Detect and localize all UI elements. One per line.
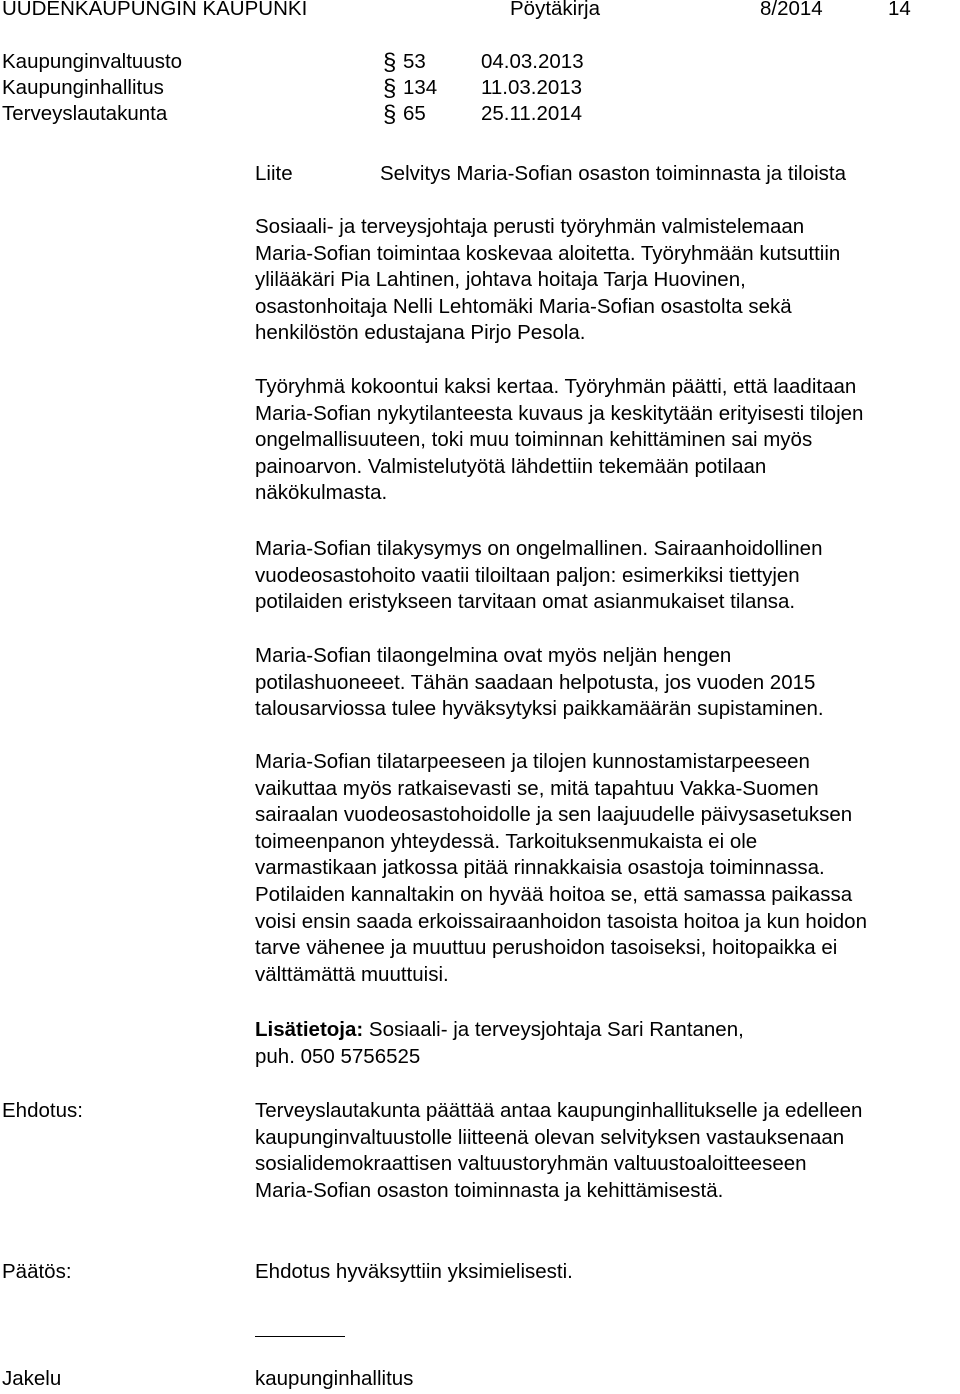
contact-person: Sosiaali- ja terveysjohtaja Sari Rantanen, [363, 1018, 744, 1041]
contact-info [255, 1017, 955, 1070]
page-number: 14 [888, 0, 911, 20]
text-line: välttämättä muuttuisi. [255, 962, 449, 986]
attachment-label: Liite [255, 162, 293, 185]
text-line: toimeenpanon yhteydessä. Tarkoituksenmukaista ei ole [255, 829, 758, 853]
body-name: Kaupunginhallitus [2, 76, 164, 99]
paragraph-meetings [255, 374, 955, 507]
section-symbol: § [383, 101, 397, 128]
text-line: talousarviossa tulee hyväksytyksi paikkamäärän supistaminen. [255, 697, 824, 721]
meeting-date: 11.03.2013 [481, 76, 583, 99]
text-line: näkökulmasta. [255, 481, 388, 505]
attachment-title: Selvitys Maria-Sofian osaston toiminnasta ja tiloista [380, 162, 847, 185]
text-line: henkilöstön edustajana Pirjo Pesola. [255, 321, 586, 345]
paragraph-future-needs [255, 749, 955, 988]
text-line: tarve vähenee ja muuttuu perushoidon tasoiseksi, hoitopaikka ei [255, 936, 838, 960]
contact-phone: puh. 050 5756525 [255, 1044, 421, 1068]
signature-line [255, 1336, 345, 1337]
text-line: ongelmallisuuteen, toki muu toiminnan kehittäminen sai myös [255, 428, 813, 452]
meeting-date: 04.03.2013 [481, 50, 584, 73]
text-line: Sosiaali- ja terveysjohtaja perusti työryhmän valmistelemaan [255, 215, 805, 238]
meeting-date: 25.11.2014 [481, 102, 583, 125]
paragraph-rooms [255, 643, 955, 723]
text-line: varmastikaan jatkossa pitää rinnakkaisia osastoja toiminnassa. [255, 856, 825, 880]
paragraph-space-issue [255, 536, 955, 616]
text-line: sosialidemokraattisen valtuustoryhmän valtuustoaloitteeseen [255, 1152, 807, 1176]
body-name: Kaupunginvaltuusto [2, 50, 183, 73]
body-name: Terveyslautakunta [2, 102, 168, 125]
text-line: Maria-Sofian tilaongelmina ovat myös neljän hengen [255, 644, 732, 667]
text-line: Maria-Sofian tilakysymys on ongelmallinen. Sairaanhoidollinen [255, 537, 823, 560]
decision-text: Ehdotus hyväksyttiin yksimielisesti. [255, 1260, 573, 1283]
text-line: vuodeosastohoito vaatii tiloiltaan paljon: esimerkiksi tiettyjen [255, 563, 800, 587]
document-type: Pöytäkirja [510, 0, 601, 20]
text-line: Terveyslautakunta päättää antaa kaupunginhallitukselle ja edelleen [255, 1099, 863, 1122]
paragraph-working-group [255, 214, 955, 347]
text-line: kaupunginvaltuustolle liitteenä olevan selvityksen vastauksenaan [255, 1125, 845, 1149]
decision-label: Päätös: [2, 1260, 72, 1283]
text-line: osastonhoitaja Nelli Lehtomäki Maria-Sofian osastolta sekä [255, 294, 792, 318]
text-line: Potilaiden kannaltakin on hyvää hoitoa se, että samassa paikassa [255, 882, 853, 906]
text-line: sairaalan vuodeosastohoidolle ja sen laajuudelle päivysasetuksen [255, 803, 853, 827]
section-number: 53 [403, 50, 426, 73]
distribution-text: kaupunginhallitus [255, 1367, 414, 1390]
contact-label: Lisätietoja: [255, 1018, 364, 1041]
organization-name: UUDENKAUPUNGIN KAUPUNKI [2, 0, 308, 20]
section-number: 65 [403, 102, 426, 125]
text-line: painoarvon. Valmistelutyötä lähdettiin tekemään potilaan [255, 454, 767, 478]
text-line: Maria-Sofian osaston toiminnasta ja kehittämisestä. [255, 1178, 724, 1202]
section-number: 134 [403, 76, 438, 99]
issue-number: 8/2014 [760, 0, 823, 20]
section-symbol: § [383, 75, 397, 102]
text-line: vaikuttaa myös ratkaisevasti se, mitä tapahtuu Vakka-Suomen [255, 776, 819, 800]
text-line: Työryhmä kokoontui kaksi kertaa. Työryhmän päätti, että laaditaan [255, 375, 857, 398]
contact-line [255, 1017, 955, 1044]
text-line: voisi ensin saada erkoissairaanhoidon tasoista hoitoa ja kun hoidon [255, 909, 867, 933]
proposal-text [255, 1098, 955, 1204]
text-line: potilaiden eristykseen tarvitaan omat asianmukaiset tilansa. [255, 590, 796, 614]
section-symbol: § [383, 49, 397, 76]
text-line: Maria-Sofian toimintaa koskevaa aloitetta. Työryhmään kutsuttiin [255, 241, 841, 265]
text-line: Maria-Sofian nykytilanteesta kuvaus ja keskitytään erityisesti tilojen [255, 401, 864, 425]
text-line: ylilääkäri Pia Lahtinen, johtava hoitaja Tarja Huovinen, [255, 268, 746, 292]
proposal-label: Ehdotus: [2, 1099, 83, 1122]
text-line: potilashuoneeet. Tähän saadaan helpotusta, jos vuoden 2015 [255, 670, 816, 694]
distribution-label: Jakelu [2, 1367, 62, 1390]
text-line: Maria-Sofian tilatarpeeseen ja tilojen kunnostamistarpeeseen [255, 750, 810, 773]
